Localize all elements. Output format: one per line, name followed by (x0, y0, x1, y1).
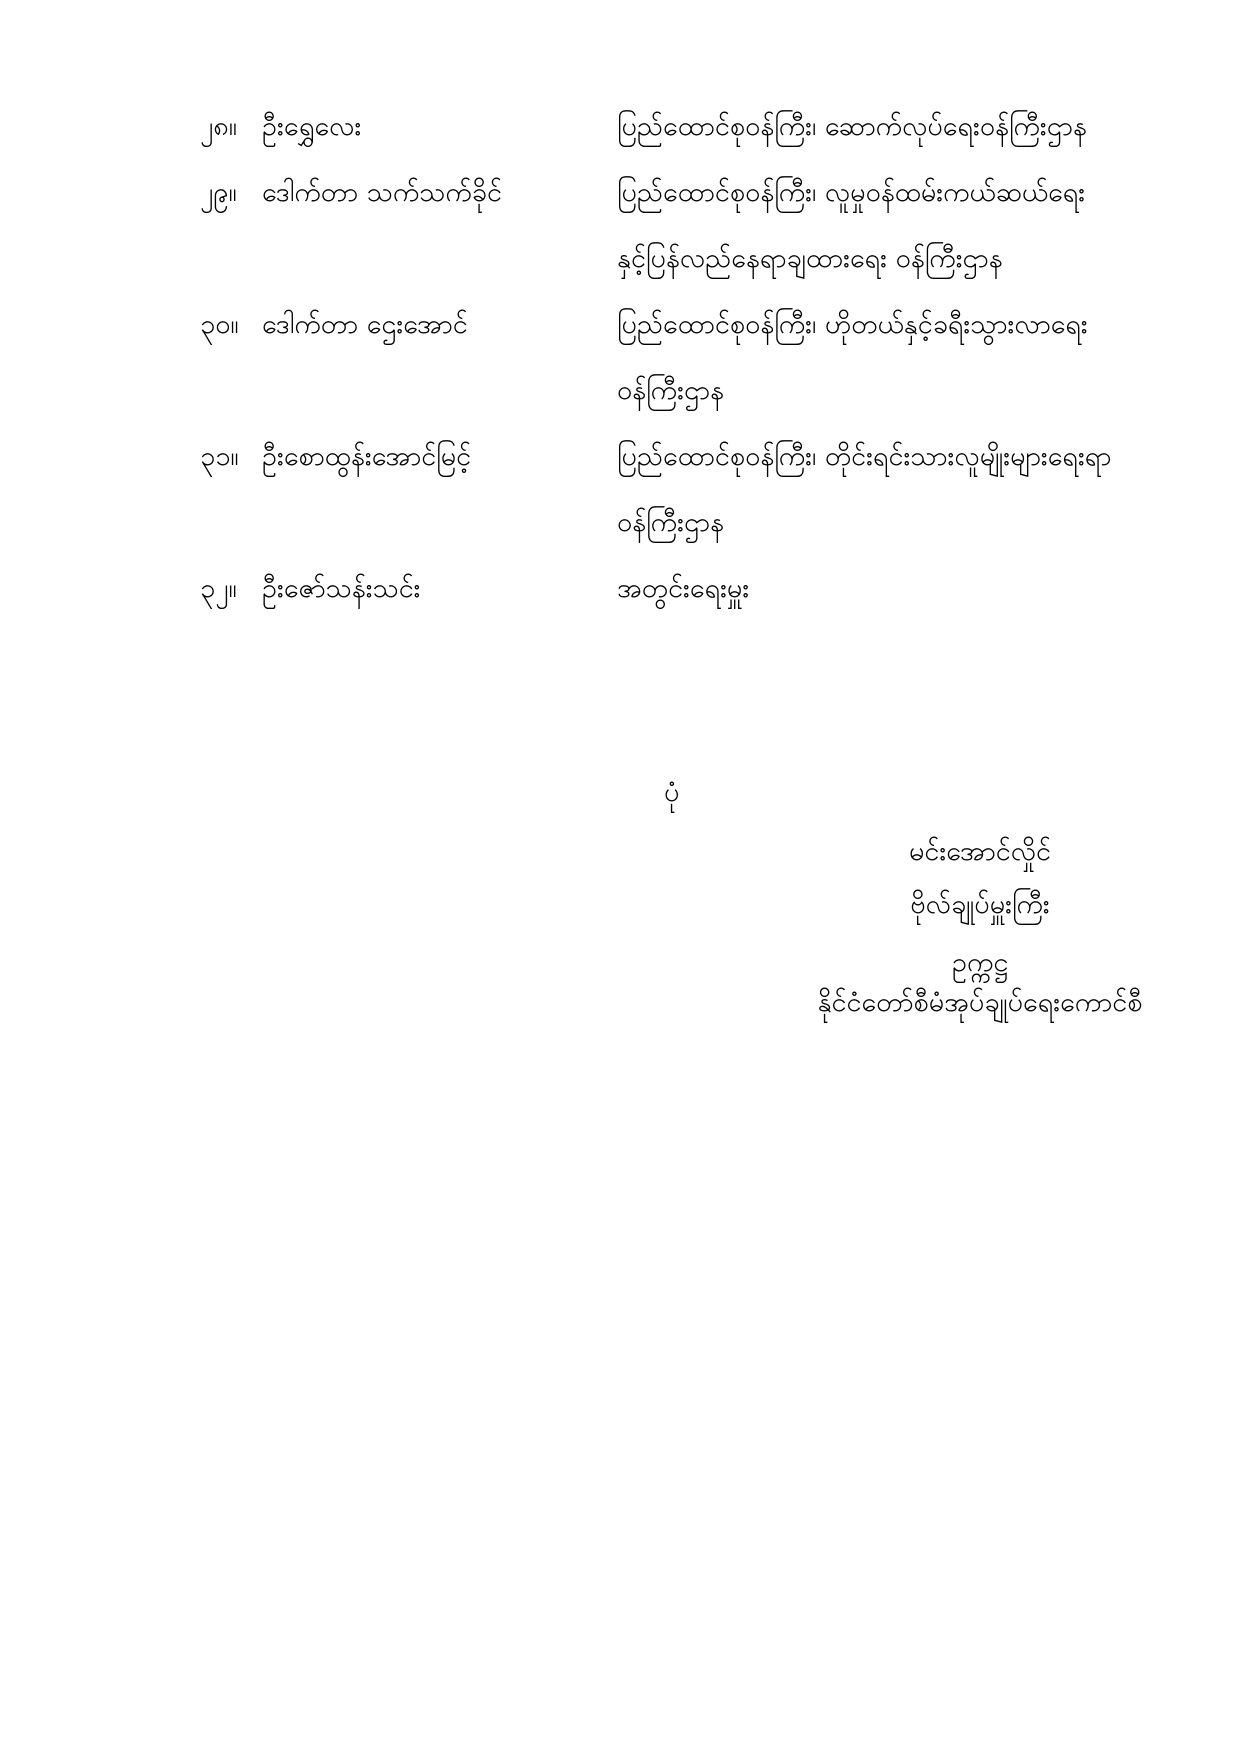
entry-number: ၂၉။ (200, 177, 237, 208)
member-role (617, 292, 1177, 424)
member-name: ဦးရွှေလေး (262, 111, 362, 142)
signatory-position: ဥက္ကဋ္ဌ (951, 947, 1009, 978)
member-role (617, 94, 1177, 160)
member-name: ဒေါက်တာ ဌေးအောင် (262, 309, 468, 340)
entry-number: ၃၁။ (200, 441, 239, 472)
role-line: ဝန်ကြီးဌာန (617, 375, 724, 406)
member-role (617, 556, 1177, 622)
member-name: ဒေါက်တာ သက်သက်ခိုင် (262, 177, 502, 208)
signatory-organization: နိုင်ငံတော်စီမံအုပ်ချုပ်ရေးကောင်စီ (817, 987, 1143, 1018)
member-name: ဦးစောထွန်းအောင်မြင့် (262, 441, 472, 472)
member-name: ဦးဇော်သန်းသင်း (262, 573, 421, 604)
entry-number: ၃၀။ (200, 309, 239, 340)
role-line: အတွင်းရေးမှူး (617, 573, 750, 604)
signatory-rank: ဗိုလ်ချုပ်မှူးကြီး (910, 889, 1050, 920)
role-line: ပြည်ထောင်စုဝန်ကြီး၊ တိုင်းရင်းသားလူမျိုးများရေးရာ (617, 441, 1112, 472)
role-line: ပြည်ထောင်စုဝန်ကြီး၊ ဆောက်လုပ်ရေးဝန်ကြီးဌာန (617, 111, 1087, 142)
member-role (617, 160, 1177, 292)
member-role (617, 424, 1177, 556)
entry-number: ၂၈။ (200, 111, 237, 142)
role-line: ဝန်ကြီးဌာန (617, 507, 724, 538)
role-line: ပြည်ထောင်စုဝန်ကြီး၊ ဟိုတယ်နှင့်ခရီးသွားလာရေး (617, 309, 1088, 340)
role-line: နှင့်ပြန်လည်နေရာချထားရေး ဝန်ကြီးဌာန (617, 243, 1003, 274)
entry-number: ၃၂။ (200, 573, 237, 604)
role-line: ပြည်ထောင်စုဝန်ကြီး၊ လူမှုဝန်ထမ်းကယ်ဆယ်ရေး (617, 177, 1086, 208)
closing-mark: ပုံ (664, 777, 680, 808)
signatory-name: မင်းအောင်လှိုင် (908, 836, 1051, 867)
